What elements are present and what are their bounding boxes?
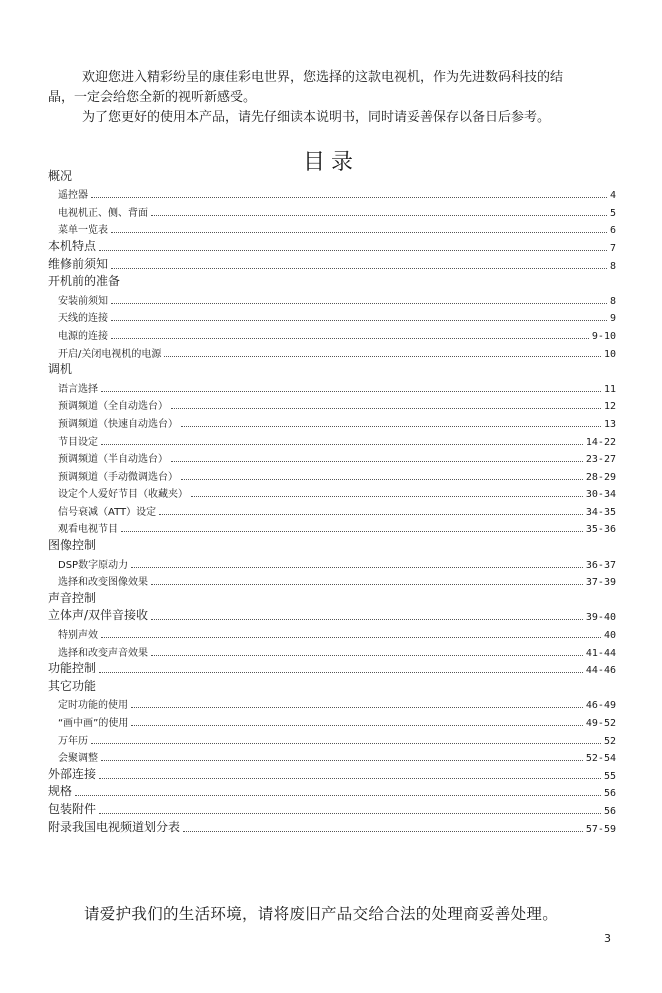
toc-entry-label: 规格	[48, 784, 73, 799]
toc-entry-label: “画中画”的使用	[58, 718, 129, 729]
dot-leader	[111, 310, 607, 321]
toc-entry	[48, 254, 616, 272]
toc-section-heading	[48, 588, 616, 606]
toc-entry-label: 菜单一览表	[58, 225, 108, 237]
toc-entry	[48, 553, 616, 571]
toc-entry	[48, 817, 616, 835]
intro-line-1: 欢迎您进入精彩纷呈的康佳彩电世界，您选择的这款电视机，作为先进数码科技的结	[82, 70, 564, 85]
dot-leader	[151, 574, 583, 585]
dot-leader	[151, 205, 607, 216]
dot-leader	[111, 222, 607, 233]
toc-entry-label: 包装附件	[48, 801, 97, 816]
toc-entry-page: 39-40	[585, 612, 616, 624]
page-number: 3	[604, 932, 611, 945]
dot-leader	[181, 469, 583, 480]
table-of-contents	[48, 166, 616, 835]
toc-title: 目录	[302, 150, 359, 175]
toc-entry-page: 4	[609, 190, 616, 202]
intro	[48, 68, 618, 128]
toc-entry-page: 41-44	[585, 647, 616, 659]
toc-entry-label: 选择和改变图像效果	[58, 577, 148, 589]
toc-entry-label: 预调频道（全自动选台）	[58, 401, 168, 413]
toc-entry	[48, 430, 616, 448]
toc-entry	[48, 518, 616, 536]
dot-leader	[181, 416, 601, 427]
toc-entry	[48, 395, 616, 413]
dot-leader	[111, 293, 607, 304]
toc-entry	[48, 289, 616, 307]
dot-leader	[171, 451, 583, 462]
toc-entry-page: 13	[603, 418, 616, 430]
toc-section-heading	[48, 535, 616, 553]
toc-entry	[48, 465, 616, 483]
dot-leader	[111, 328, 589, 339]
dot-leader	[183, 821, 583, 832]
toc-entry-label: 特别声效	[58, 630, 98, 642]
toc-entry-page: 14-22	[585, 436, 616, 448]
toc-entry	[48, 799, 616, 817]
dot-leader	[75, 785, 601, 796]
toc-entry-page: 5	[609, 207, 616, 219]
dot-leader	[164, 346, 601, 357]
toc-entry	[48, 184, 616, 202]
dot-leader	[91, 187, 607, 198]
toc-entry	[48, 659, 616, 677]
toc-entry-label: 天线的连接	[58, 313, 108, 325]
toc-section-heading	[48, 676, 616, 694]
dot-leader	[101, 434, 583, 445]
toc-entry	[48, 342, 616, 360]
dot-leader	[131, 557, 583, 568]
intro-line-2: 晶，一定会给您全新的视听新感受。	[48, 90, 257, 105]
dot-leader	[101, 627, 601, 638]
dot-leader	[99, 768, 601, 779]
toc-entry-page: 7	[609, 242, 616, 254]
toc-entry-label: 立体声/双伴音接收	[48, 608, 149, 623]
toc-entry-label: 定时功能的使用	[58, 700, 128, 712]
dot-leader	[171, 398, 601, 409]
toc-entry-label: 功能控制	[48, 661, 97, 676]
toc-entry-page: 52	[603, 735, 616, 747]
toc-entry-label: 观看电视节目	[58, 524, 118, 536]
toc-entry	[48, 729, 616, 747]
toc-entry-page: 56	[603, 805, 616, 817]
toc-entry-page: 8	[609, 260, 616, 272]
toc-entry-page: 46-49	[585, 700, 616, 712]
toc-entry-label: DSP数字原动力	[58, 559, 129, 571]
toc-entry-page: 6	[609, 225, 616, 237]
toc-entry-label: 选择和改变声音效果	[58, 647, 148, 659]
toc-entry-label: 其它功能	[48, 678, 97, 693]
dot-leader	[151, 645, 583, 656]
toc-entry-page: 30-34	[585, 489, 616, 501]
toc-entry-label: 信号衰减（ATT）设定	[58, 506, 157, 518]
footer-slogan: 请爱护我们的生活环境，请将废旧产品交给合法的处理商妥善处理。	[84, 905, 559, 923]
dot-leader	[131, 697, 583, 708]
toc-entry-page: 35-36	[585, 524, 616, 536]
toc-entry	[48, 764, 616, 782]
toc-entry-page: 11	[603, 383, 616, 395]
toc-entry-label: 安装前须知	[58, 295, 108, 307]
toc-entry-page: 10	[603, 348, 616, 360]
toc-entry	[48, 747, 616, 765]
toc-entry	[48, 307, 616, 325]
toc-entry	[48, 483, 616, 501]
toc-entry	[48, 606, 616, 624]
toc-entry-page: 36-37	[585, 559, 616, 571]
toc-entry-page: 9-10	[591, 330, 616, 342]
toc-section-heading	[48, 360, 616, 378]
toc-entry-page: 34-35	[585, 506, 616, 518]
toc-entry-label: 附录我国电视频道划分表	[48, 819, 181, 834]
toc-entry-label: 设定个人爱好节目（收藏夹）	[58, 489, 188, 501]
toc-entry-label: 开启/关闭电视机的电源	[58, 348, 162, 360]
dot-leader	[191, 486, 583, 497]
toc-entry-page: 44-46	[585, 665, 616, 677]
toc-entry-page: 23-27	[585, 454, 616, 466]
toc-entry-label: 电视机正、侧、背面	[58, 207, 148, 219]
toc-entry-label: 开机前的准备	[48, 274, 121, 289]
dot-leader	[91, 733, 601, 744]
toc-entry-label: 会聚调整	[58, 753, 98, 765]
toc-entry-label: 节目设定	[58, 436, 98, 448]
dot-leader	[101, 381, 601, 392]
toc-entry-label: 图像控制	[48, 538, 97, 553]
toc-entry	[48, 571, 616, 589]
toc-entry	[48, 641, 616, 659]
toc-entry-page: 9	[609, 313, 616, 325]
toc-entry-page: 37-39	[585, 577, 616, 589]
toc-entry-label: 遥控器	[58, 190, 88, 202]
toc-section-heading	[48, 272, 616, 290]
toc-entry-label: 语言选择	[58, 383, 98, 395]
toc-entry	[48, 711, 616, 729]
dot-leader	[159, 504, 583, 515]
toc-entry	[48, 782, 616, 800]
intro-line-3: 为了您更好的使用本产品，请先仔细读本说明书，同时请妥善保存以备日后参考。	[82, 110, 551, 125]
dot-leader	[99, 803, 601, 814]
toc-entry	[48, 412, 616, 430]
dot-leader	[111, 258, 607, 269]
toc-entry-label: 维修前须知	[48, 256, 109, 271]
toc-entry-label: 外部连接	[48, 766, 97, 781]
toc-entry-page: 55	[603, 770, 616, 782]
toc-entry-label: 万年历	[58, 735, 88, 747]
dot-leader	[101, 750, 583, 761]
toc-entry	[48, 236, 616, 254]
dot-leader	[99, 662, 583, 673]
dot-leader	[151, 609, 583, 620]
toc-entry-label: 概况	[48, 168, 73, 183]
toc-entry-label: 声音控制	[48, 590, 97, 605]
toc-entry-page: 52-54	[585, 753, 616, 765]
toc-entry-page: 8	[609, 295, 616, 307]
toc-entry-label: 预调频道（半自动选台）	[58, 454, 168, 466]
toc-entry-label: 预调频道（手动微调选台）	[58, 471, 178, 483]
toc-entry-page: 28-29	[585, 471, 616, 483]
toc-entry-label: 预调频道（快速自动选台）	[58, 418, 178, 430]
toc-entry-page: 12	[603, 401, 616, 413]
toc-entry	[48, 623, 616, 641]
dot-leader	[131, 715, 583, 726]
toc-entry-label: 本机特点	[48, 238, 97, 253]
dot-leader	[99, 240, 607, 251]
toc-entry-label: 调机	[48, 362, 73, 377]
toc-entry	[48, 694, 616, 712]
toc-entry	[48, 448, 616, 466]
toc-entry-label: 电源的连接	[58, 330, 108, 342]
toc-entry	[48, 219, 616, 237]
toc-entry-page: 56	[603, 788, 616, 800]
toc-entry-page: 49-52	[585, 718, 616, 729]
toc-section-heading	[48, 166, 616, 184]
toc-entry-page: 57-59	[585, 823, 616, 835]
dot-leader	[121, 521, 583, 532]
toc-entry-page: 40	[603, 630, 616, 642]
toc-entry	[48, 377, 616, 395]
toc-entry	[48, 201, 616, 219]
toc-entry	[48, 324, 616, 342]
toc-entry	[48, 500, 616, 518]
